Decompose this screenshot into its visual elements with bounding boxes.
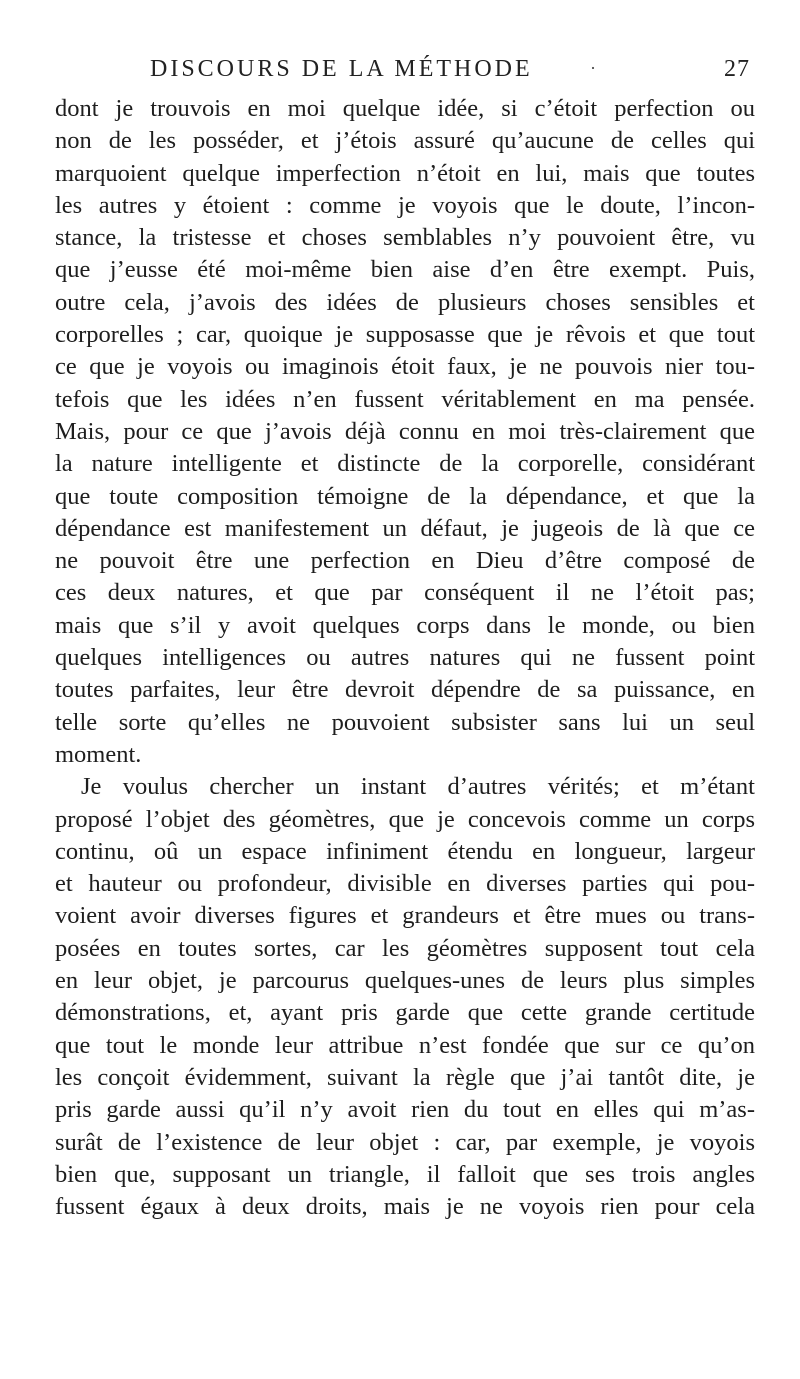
text-line: tefois que les idées n’en fussent véritablement en ma pensée. <box>55 385 755 413</box>
text-line: que tout le monde leur attribue n’est fondée que sur ce qu’on <box>55 1031 755 1059</box>
text-line: toutes parfaites, leur être devroit dépendre de sa puissance, en <box>55 676 755 704</box>
text-line: fussent égaux à deux droits, mais je ne voyois rien pour cela <box>55 1193 755 1221</box>
text-line: que j’eusse été moi-même bien aise d’en être exempt. Puis, <box>55 256 755 284</box>
text-line: la nature intelligente et distincte de la corporelle, considérant <box>55 450 755 478</box>
text-line: les autres y étoient : comme je voyois que le doute, l’incon- <box>55 191 755 219</box>
text-line: Mais, pour ce que j’avois déjà connu en moi très-clairement que <box>55 417 755 445</box>
text-line: posées en toutes sortes, car les géomètres supposent tout cela <box>55 934 755 962</box>
header-separator: · <box>590 58 596 78</box>
paragraph-start-line: Je voulus chercher un instant d’autres vérités; et m’étant <box>81 773 755 801</box>
text-line: dépendance est manifestement un défaut, je jugeois de là que ce <box>55 514 755 542</box>
text-line: corporelles ; car, quoique je supposasse que je rêvois et que tout <box>55 321 755 349</box>
text-line: non de les posséder, et j’étois assuré qu’aucune de celles qui <box>55 127 755 155</box>
page-number: 27 <box>724 56 750 82</box>
text-line: les conçoit évidemment, suivant la règle que j’ai tantôt dite, je <box>55 1063 755 1091</box>
text-line: stance, la tristesse et choses semblables n’y pouvoient être, vu <box>55 224 755 252</box>
text-line: dont je trouvois en moi quelque idée, si c’étoit perfection ou <box>55 95 755 122</box>
text-line: ne pouvoit être une perfection en Dieu d’être composé de <box>55 547 755 575</box>
body-text <box>55 93 755 1223</box>
text-line: telle sorte qu’elles ne pouvoient subsister sans lui un seul <box>55 708 755 736</box>
text-line: mais que s’il y avoit quelques corps dans le monde, ou bien <box>55 611 755 639</box>
text-line: quelques intelligences ou autres natures qui ne fussent point <box>55 644 755 672</box>
text-line: marquoient quelque imperfection n’étoit en lui, mais que toutes <box>55 159 755 187</box>
text-line: surât de l’existence de leur objet : car, par exemple, je voyois <box>55 1128 755 1156</box>
text-line: et hauteur ou profondeur, divisible en diverses parties qui pou- <box>55 870 755 898</box>
text-line: ce que je voyois ou imaginois étoit faux, je ne pouvois nier tou- <box>55 353 755 381</box>
text-line: ces deux natures, et que par conséquent il ne l’étoit pas; <box>55 579 755 607</box>
text-line: outre cela, j’avois des idées de plusieurs choses sensibles et <box>55 288 755 316</box>
running-head <box>150 56 750 86</box>
text-line: proposé l’objet des géomètres, que je concevois comme un corps <box>55 805 755 833</box>
text-line: pris garde aussi qu’il n’y avoit rien du tout en elles qui m’as- <box>55 1096 755 1124</box>
text-line: continu, oû un espace infiniment étendu en longueur, largeur <box>55 837 755 865</box>
text-line: en leur objet, je parcourus quelques-unes de leurs plus simples <box>55 967 755 995</box>
text-line: voient avoir diverses figures et grandeurs et être mues ou trans- <box>55 902 755 930</box>
text-line: bien que, supposant un triangle, il falloit que ses trois angles <box>55 1160 755 1188</box>
running-title: DISCOURS DE LA MÉTHODE <box>150 56 533 82</box>
paragraph-end-line: moment. <box>55 740 142 768</box>
text-line: démonstrations, et, ayant pris garde que cette grande certitude <box>55 999 755 1027</box>
text-line: que toute composition témoigne de la dépendance, et que la <box>55 482 755 510</box>
